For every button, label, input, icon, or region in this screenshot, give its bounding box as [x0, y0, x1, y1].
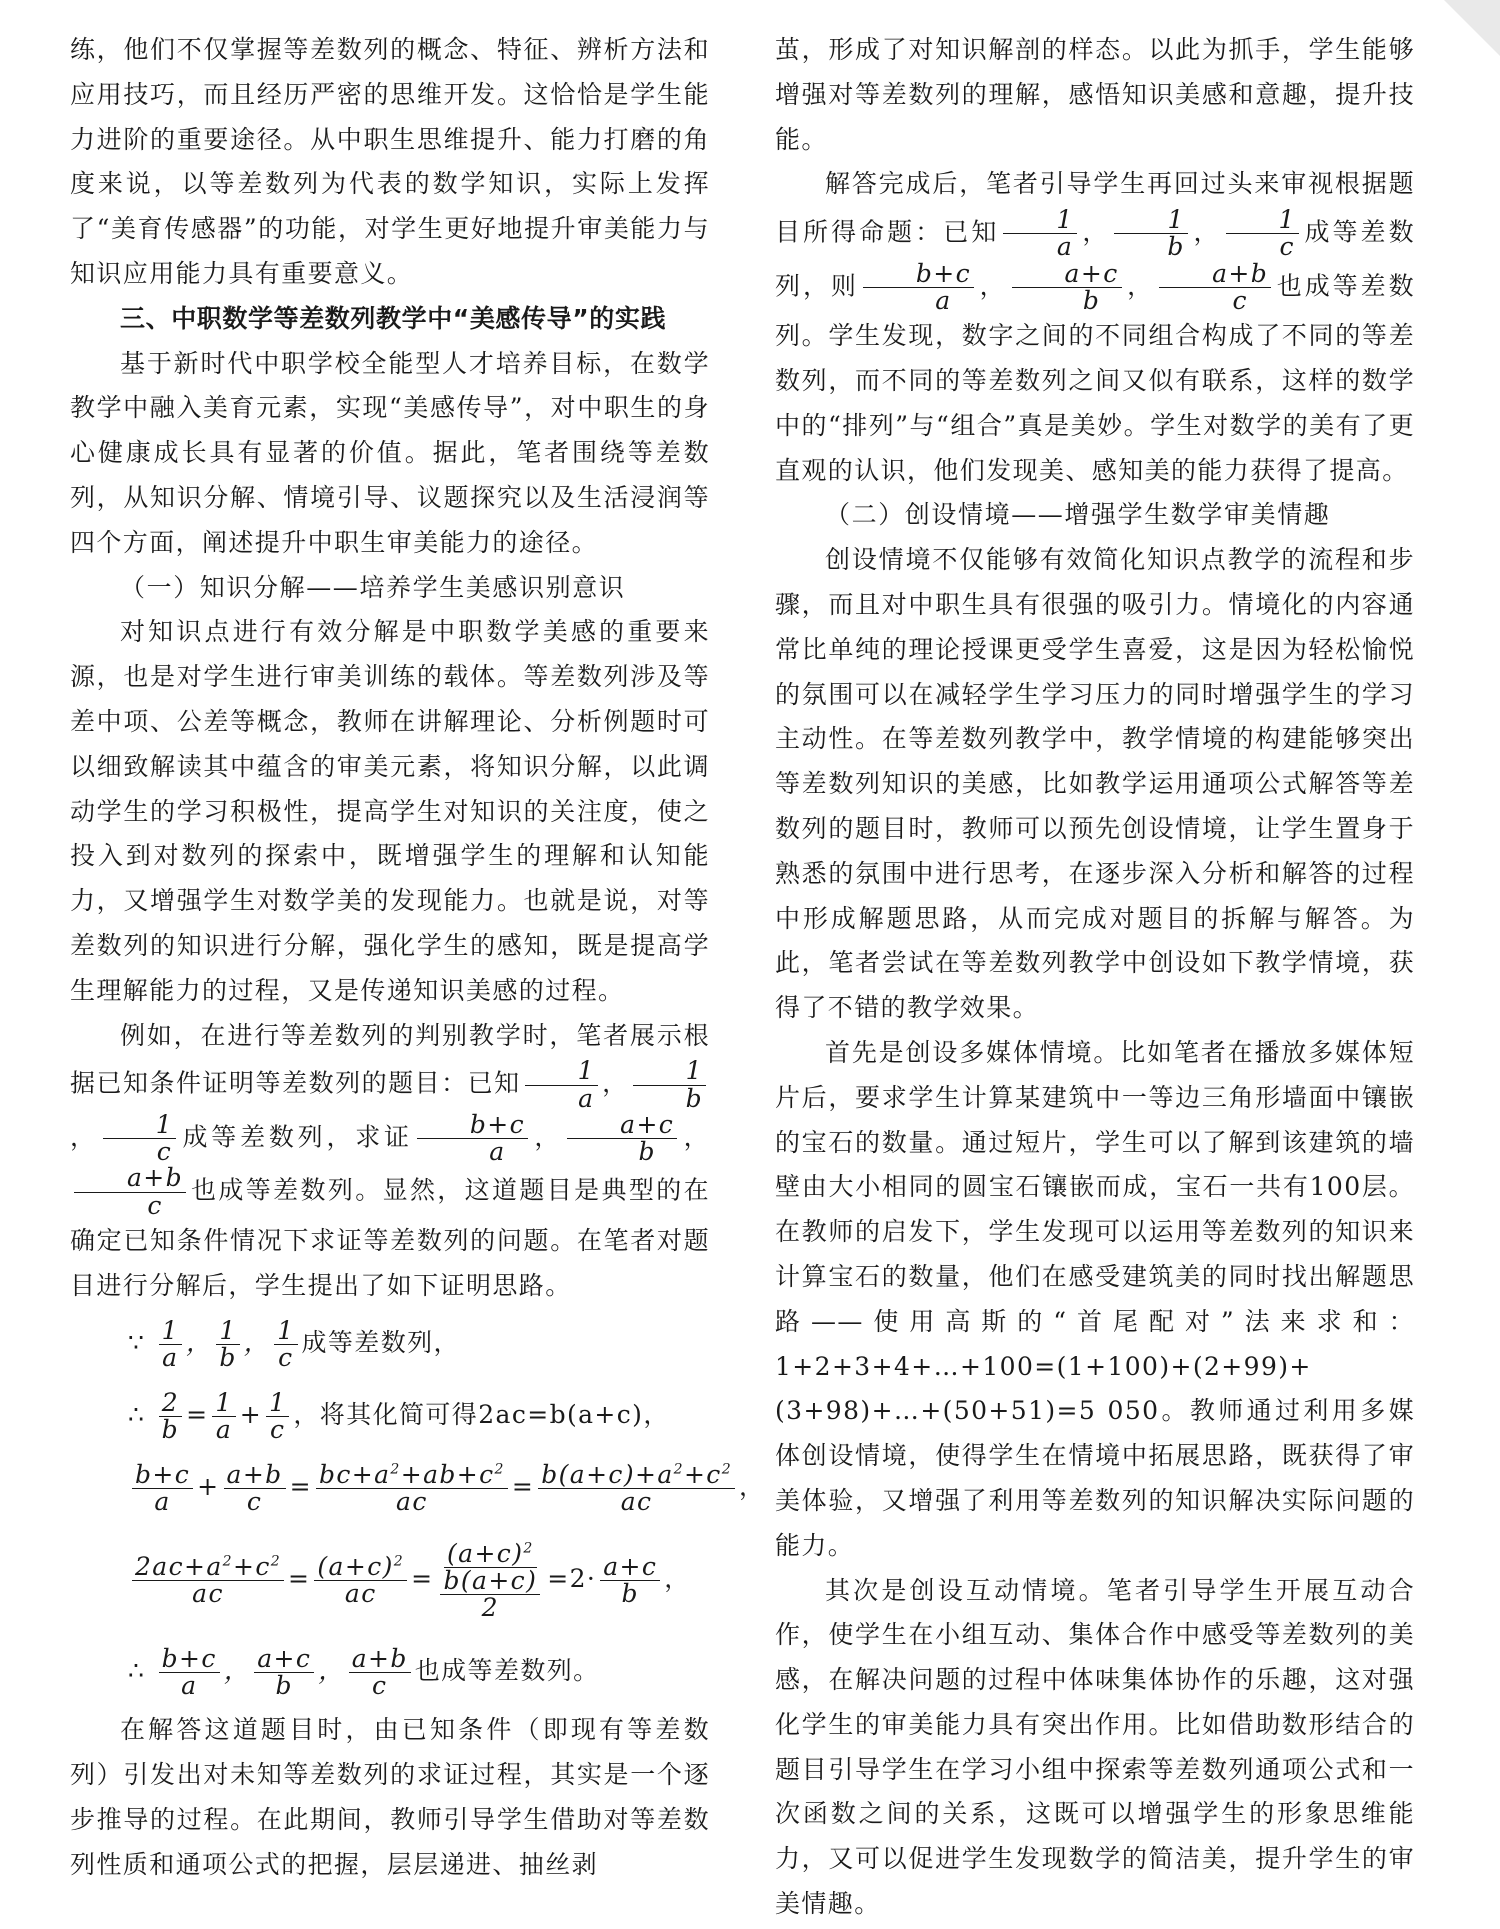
fraction: $\frac{1}{c}$ — [103, 1112, 176, 1166]
subsection-heading: （二）创设情境——增强学生数学审美情趣 — [825, 500, 1331, 530]
text-run: 也成等差数列。显然，这道题目是典型的在确定已知条件情况下求证等差数列的问题。在笔者对题目进行分解后，学生提出了如下证明思路。 — [70, 1175, 710, 1300]
paragraph: 练，他们不仅掌握等差数列的概念、特征、辨析方法和应用技巧，而且经历严密的思维开发。这恰恰是学生能力进阶的重要途径。从中职生思维提升、能力打磨的角度来说，以等差数列为代表的数学知识，实际上发挥了“美育传感器”的功能，对学生更好地提升审美能力与知识应用能力具有重要意义。 — [70, 35, 710, 288]
right-column — [775, 28, 1415, 1927]
proposition-paragraph: 解答完成后，笔者引导学生再回过头来审视根据题目所得命题：已知 $\frac{1}{a}$ ， $\frac{1}{b}$ ， $\frac{1}{c}$ 成等差数列，则 $\frac{b+c}{a}$ ， $\frac{a+c}{b}$ ， $\frac{a+b}{c}$ 也成等差数列。学生发现，数字之间的不同组合构成了不同的等差数列，而不同的等差数列之间又似有联系，这样的数学中的“排列”与“组合”真是美妙。学生对数学的美有了更直观的认识，他们发现美、感知美的能力获得了提高。 — [775, 169, 1415, 485]
subsection-heading: （一）知识分解——培养学生美感识别意识 — [120, 572, 626, 602]
left-column — [70, 28, 766, 1888]
text-run: 也成等差数列。 — [414, 1656, 600, 1686]
paragraph: 创设情境不仅能够有效简化知识点教学的流程和步骤，而且对中职生具有很强的吸引力。情境化的内容通常比单纯的理论授课更受学生喜爱，这是因为轻松愉悦的氛围可以在减轻学生学习压力的同时增强学生的学习主动性。在等差数列教学中，教学情境的构建能够突出等差数列知识的美感，比如教学运用通项公式解答等差数列的题目时，教师可以预先创设情境，让学生置身于熟悉的氛围中进行思考，在逐步深入分析和解答的过程中形成解题思路，从而完成对题目的拆解与解答。为此，笔者尝试在等差数列教学中创设如下教学情境，获得了不错的教学效果。 — [775, 545, 1415, 1023]
example-paragraph: 例如，在进行等差数列的判别教学时，笔者展示根据已知条件证明等差数列的题目：已知 $\frac{1}{a}$ ， $\frac{1}{b}$ ， $\frac{1}{c}$ 成等差数列，求证 $\frac{b+c}{a}$ ， $\frac{a+c}{b}$ ， $\frac{a+b}{c}$ 也成等差数列。显然，这道题目是典型的在确定已知条件情况下求证等差数列的问题。在笔者对题目进行分解后，学生提出了如下证明思路。 — [70, 1020, 711, 1300]
fraction: $\frac{b+c}{a}$ — [417, 1112, 528, 1166]
fraction: $\frac{1}{a}$ — [1003, 207, 1076, 261]
fraction: $\frac{a+b}{c}$ — [74, 1165, 186, 1219]
paragraph: 茧，形成了对知识解剖的样态。以此为抓手，学生能够增强对等差数列的理解，感悟知识美感和意趣，提升技能。 — [775, 35, 1415, 154]
paragraph: 基于新时代中职学校全能型人才培养目标，在数学教学中融入美育元素，实现“美感传导”，对中职生的身心健康成长具有显著的价值。据此，笔者围绕等差数列，从知识分解、情境引导、议题探究以及生活浸润等四个方面，阐述提升中职生审美能力的途径。 — [70, 348, 710, 557]
proof-line: ∵ $\frac{1}{a}$ ， $\frac{1}{b}$ ， $\frac{1}{c}$ 成等差数列， — [128, 1316, 460, 1373]
fraction: $\frac{a+b}{c}$ — [1159, 261, 1271, 315]
paragraph: 在解答这道题目时，由已知条件（即现有等差数列）引发出对未知等差数列的求证过程，其实是一个逐步推导的过程。在此期间，教师引导学生借助对等差数列性质和通项公式的把握，层层递进、抽丝剥 — [70, 1715, 710, 1879]
text-run: 也成等差数列。学生发现，数字之间的不同组合构成了不同的等差数列，而不同的等差数列之间又似有联系，这样的数学中的“排列”与“组合”真是美妙。学生对数学的美有了更直观的认识，他们发现美、感知美的能力获得了提高。 — [775, 270, 1415, 485]
text-run: 成等差数列，则 — [775, 217, 1415, 300]
text-run: 解答完成后，笔者引导学生再回过头来审视根据题目所得命题：已知 — [775, 169, 1415, 247]
proof-line: ∴ $\frac{2}{b}$ = $\frac{1}{a}$ + $\frac{1}{c}$ ，将其化简可得2ac=b(a+c)， — [128, 1388, 670, 1445]
proof-line: $\frac{b+c}{a}$ + $\frac{a+b}{c}$ = $\frac{bc+a^2+ab+c^2}{ac}$ = $\frac{b(a+c)+a^2+c^2}{ac}$ ， — [70, 1452, 710, 1522]
section-heading: 三、中职数学等差数列教学中“美感传导”的实践 — [120, 303, 667, 333]
fraction: $\frac{a+c}{b}$ — [567, 1112, 677, 1166]
fraction: $\frac{b+c}{a}$ — [863, 261, 974, 315]
proof-line: ∴ $\frac{b+c}{a}$ ， $\frac{a+c}{b}$ ， $\frac{a+b}{c}$ 也成等差数列。 — [128, 1644, 600, 1701]
fraction: $\frac{1}{b}$ — [1114, 207, 1187, 261]
fraction: $\frac{1}{c}$ — [1226, 207, 1299, 261]
text-run: ，将其化简可得2ac=b(a+c)， — [293, 1400, 670, 1430]
paragraph: 其次是创设互动情境。笔者引导学生开展互动合作，使学生在小组互动、集体合作中感受等差数列的美感，在解决问题的过程中体味集体协作的乐趣，这对强化学生的审美能力具有突出作用。比如借助数形结合的题目引导学生在学习小组中探索等差数列通项公式和一次函数之间的关系，这既可以增强学生的形象思维能力，又可以促进学生发现数学的简洁美，提升学生的审美情趣。 — [775, 1575, 1415, 1919]
fraction: $\frac{1}{a}$ — [525, 1058, 598, 1112]
page-corner-fold — [1444, 0, 1500, 56]
text-run: 成等差数列，求证 — [180, 1122, 413, 1152]
paragraph: 对知识点进行有效分解是中职数学美感的重要来源，也是对学生进行审美训练的载体。等差数列涉及等差中项、公差等概念，教师在讲解理论、分析例题时可以细致解读其中蕴含的审美元素，将知识分解，以此调动学生的学习积极性，提高学生对知识的关注度，使之投入到对数列的探索中，既增强学生的理解和认知能力，又增强学生对数学美的发现能力。也就是说，对等差数列的知识进行分解，强化学生的感知，既是提高学生理解能力的过程，又是传递知识美感的过程。 — [70, 617, 710, 1005]
proof-line: $\frac{2ac+a^2+c^2}{ac}$ = $\frac{(a+c)^2}{ac}$ = $\frac{(a+c)^2}{\frac{b(a+c)}{2}}$ =2· $\frac{a+c}{b}$ ， — [70, 1524, 710, 1634]
paragraph: 首先是创设多媒体情境。比如笔者在播放多媒体短片后，要求学生计算某建筑中一等边三角形墙面中镶嵌的宝石的数量。通过短片，学生可以了解到该建筑的墙壁由大小相同的圆宝石镶嵌而成，宝石一共有100层。在教师的启发下，学生发现可以运用等差数列的知识来计算宝石的数量，他们在感受建筑美的同时找出解题思路——使用高斯的“首尾配对”法来求和：1+2+3+4+…+100=(1+100)+(2+99)+(3+98)+…+(50+51)=5 050。教师通过利用多媒体创设情境，使得学生在情境中拓展思路，既获得了审美体验，又增强了利用等差数列的知识解决实际问题的能力。 — [775, 1037, 1415, 1560]
fraction: $\frac{a+c}{b}$ — [1012, 261, 1122, 315]
fraction: $\frac{1}{b}$ — [633, 1058, 706, 1112]
text-run: 例如，在进行等差数列的判别教学时，笔者展示根据已知条件证明等差数列的题目：已知 — [70, 1020, 710, 1098]
text-run: 成等差数列， — [301, 1328, 460, 1358]
